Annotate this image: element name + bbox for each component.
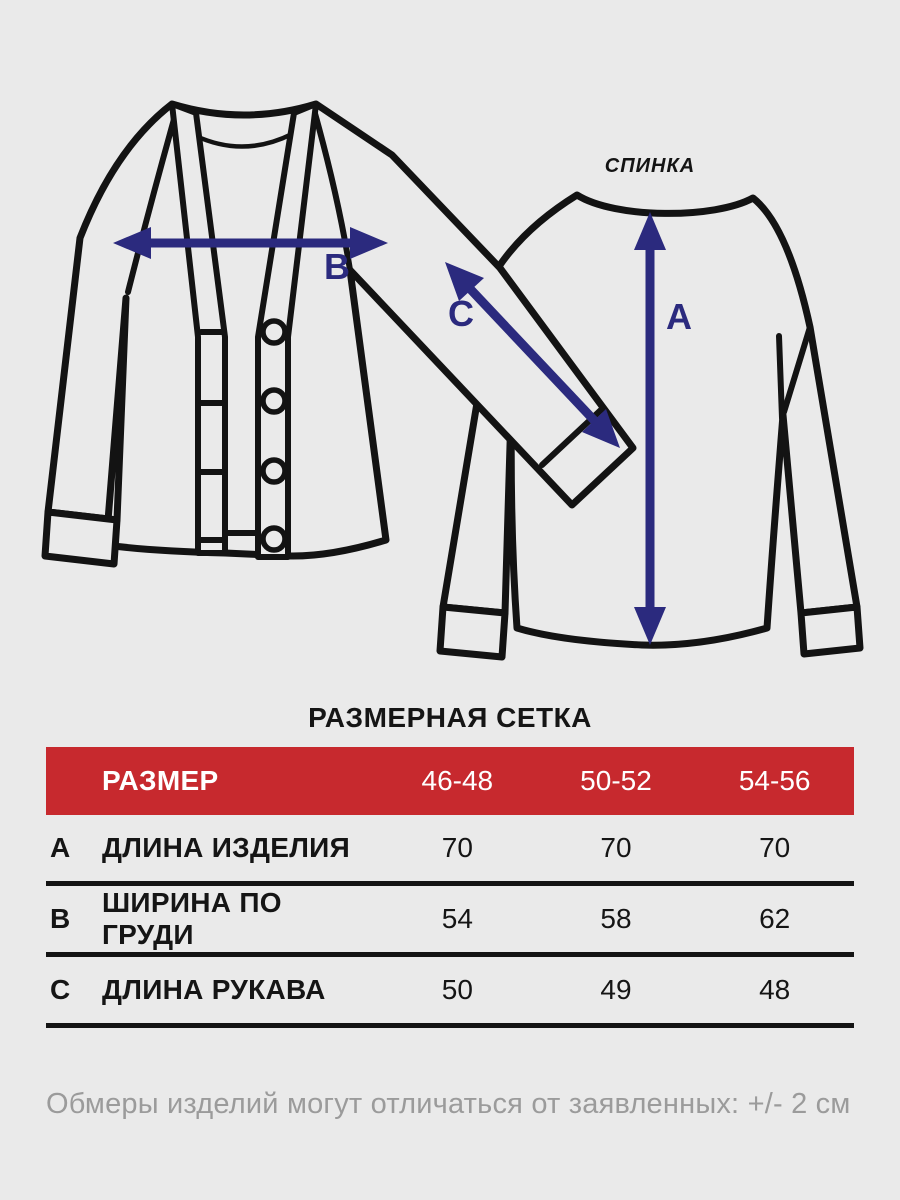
row-letter: A: [50, 832, 71, 863]
header-size-2: 50-52: [580, 765, 652, 796]
tolerance-note: Обмеры изделий могут отличаться от заявленных: +/- 2 см: [46, 1088, 851, 1120]
size-table: [46, 747, 854, 1028]
back-right-cuff: [801, 607, 860, 654]
front-left-cuff: [45, 512, 117, 564]
size-table-header: [46, 747, 854, 815]
row-letter: B: [50, 903, 71, 934]
table-row-a: [46, 815, 854, 886]
row-value: 58: [600, 903, 632, 934]
back-right-side-seam: [779, 336, 782, 418]
row-label: ШИРИНА ПО ГРУДИ: [102, 887, 282, 950]
arrow-b-letter: B: [324, 246, 350, 287]
header-size-3: 54-56: [738, 765, 811, 796]
arrow-c-letter: C: [448, 293, 474, 334]
arrow-a-letter: A: [666, 296, 692, 337]
back-left-cuff: [440, 607, 505, 657]
header-size-label: РАЗМЕР: [102, 765, 219, 796]
size-table-title: РАЗМЕРНАЯ СЕТКА: [308, 702, 592, 733]
row-value: 70: [441, 832, 473, 863]
row-label: ДЛИНА ИЗДЕЛИЯ: [102, 832, 351, 863]
row-value: 70: [600, 832, 632, 863]
row-value: 49: [600, 974, 632, 1005]
row-value: 50: [441, 974, 473, 1005]
row-value: 70: [759, 832, 791, 863]
table-row-b: [46, 886, 854, 957]
row-label: ДЛИНА РУКАВА: [102, 974, 326, 1005]
back-view-label: СПИНКА: [604, 155, 696, 177]
row-letter: C: [50, 974, 71, 1005]
row-value: 48: [759, 974, 791, 1005]
row-value: 62: [759, 903, 791, 934]
row-value: 54: [441, 903, 473, 934]
header-size-1: 46-48: [421, 765, 494, 796]
table-row-c: [46, 957, 854, 1028]
